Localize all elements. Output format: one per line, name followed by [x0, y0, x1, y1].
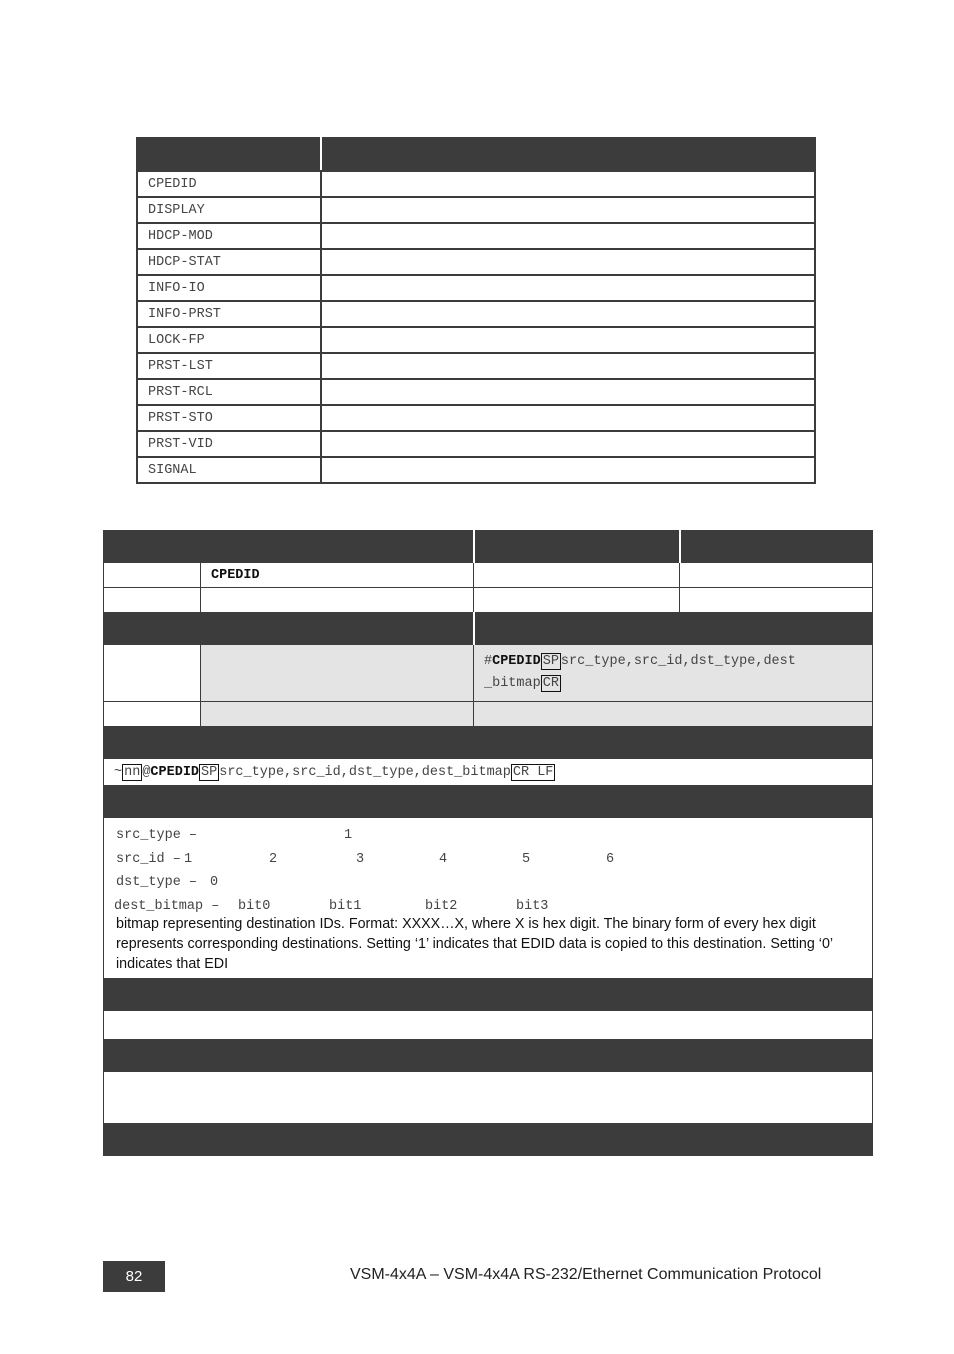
detail-cell — [474, 588, 680, 613]
description-cell — [321, 301, 815, 327]
param-value: 1 — [344, 828, 353, 843]
crlf-token: CR LF — [512, 764, 554, 780]
response-command: CPEDID — [492, 654, 541, 669]
description-cell — [321, 405, 815, 431]
param-value: 2 — [269, 851, 278, 867]
feedback-header — [104, 727, 873, 759]
command-list-header-col1 — [137, 138, 321, 171]
feedback-row — [104, 759, 873, 786]
description-cell — [321, 249, 815, 275]
detail-row-label — [104, 563, 201, 588]
triggers-row — [104, 1011, 873, 1040]
param-src-id — [116, 848, 860, 872]
response-syntax — [474, 645, 873, 702]
param-value: 3 — [356, 851, 365, 867]
table-row — [137, 353, 815, 379]
param-label: dest_bitmap – — [114, 898, 220, 914]
parameters-header-row — [104, 786, 873, 818]
syntax-row-get — [104, 702, 873, 727]
command-cell: INFO-IO — [137, 275, 321, 301]
param-label: src_id – — [116, 851, 181, 867]
table-row — [137, 197, 815, 223]
command-list-table — [136, 137, 816, 484]
detail-row-get — [104, 588, 873, 613]
syntax-cell — [474, 702, 873, 727]
command-cell: HDCP-MOD — [137, 223, 321, 249]
space-token: SP — [542, 654, 559, 669]
param-bit: bit1 — [329, 898, 362, 914]
parameters-block — [104, 818, 873, 979]
parameters-header — [104, 786, 873, 818]
command-cell: INFO-PRST — [137, 301, 321, 327]
description-cell — [321, 353, 815, 379]
param-value: 4 — [439, 851, 448, 867]
description-cell — [321, 223, 815, 249]
detail-header-permission — [474, 531, 680, 563]
command-cell: PRST-LST — [137, 353, 321, 379]
description-cell — [321, 457, 815, 483]
param-bit: bit3 — [516, 898, 549, 914]
syntax-header-row — [104, 613, 873, 645]
table-row — [137, 275, 815, 301]
cr-token: CR — [542, 676, 559, 691]
notes-cell — [104, 1072, 873, 1124]
param-src-type — [116, 824, 860, 848]
command-cell: PRST-VID — [137, 431, 321, 457]
table-row — [137, 249, 815, 275]
detail-header-transparency — [680, 531, 873, 563]
table-row — [137, 223, 815, 249]
notes-header-row — [104, 1040, 873, 1072]
param-value: 1 — [184, 851, 193, 867]
table-row — [137, 431, 815, 457]
description-cell — [321, 379, 815, 405]
command-cell: SIGNAL — [137, 457, 321, 483]
syntax-header-blank — [104, 613, 201, 645]
syntax-row-label — [104, 702, 201, 727]
command-cell: PRST-RCL — [137, 379, 321, 405]
triggers-header-row — [104, 979, 873, 1011]
syntax-header-syntax — [474, 613, 873, 645]
param-label: src_type – — [116, 828, 198, 843]
notes-header — [104, 1040, 873, 1072]
feedback-tilde: ~ — [114, 764, 123, 780]
param-value: 5 — [522, 851, 531, 867]
param-value: 0 — [210, 875, 219, 890]
response-args-cont: _bitmap — [484, 676, 541, 691]
table-row — [137, 301, 815, 327]
description-cell — [321, 197, 815, 223]
feedback-syntax — [104, 759, 873, 786]
document-title: VSM-4x4A – VSM-4x4A RS-232/Ethernet Communication Protocol — [350, 1266, 822, 1283]
triggers-cell — [104, 1011, 873, 1040]
table-row — [137, 379, 815, 405]
description-cell — [321, 327, 815, 353]
command-cell: LOCK-FP — [137, 327, 321, 353]
detail-cell — [680, 563, 873, 588]
param-dst-type — [116, 871, 860, 895]
example-header-row — [104, 1124, 873, 1156]
feedback-args: src_type,src_id,dst_type,dest_bitmap — [219, 764, 511, 780]
table-row — [137, 405, 815, 431]
feedback-at: @ — [142, 764, 151, 780]
param-description: bitmap representing destination IDs. Format: XXXX…X, where X is hex digit. The binary form of every hex digit represents corresponding destinations. Setting ‘1’ indicates that EDID data is copied to this destination. Setting ‘0’ indicates that EDI — [116, 916, 833, 972]
syntax-row-label — [104, 645, 201, 702]
description-cell — [321, 275, 815, 301]
feedback-header-row — [104, 727, 873, 759]
param-bit: bit0 — [238, 898, 271, 914]
param-value: 6 — [606, 851, 615, 867]
command-detail-table — [103, 530, 873, 1156]
detail-header-function — [104, 531, 474, 563]
description-cell — [321, 171, 815, 197]
syntax-header-description — [201, 613, 474, 645]
command-list-header-col2 — [321, 138, 815, 171]
description-cell — [321, 431, 815, 457]
command-list-header — [137, 138, 815, 171]
table-row — [137, 457, 815, 483]
detail-cell — [680, 588, 873, 613]
param-label: dst_type – — [116, 875, 198, 890]
param-bit: bit2 — [425, 898, 458, 914]
syntax-description — [201, 645, 474, 702]
detail-cell — [201, 588, 474, 613]
command-name: CPEDID — [201, 563, 474, 588]
feedback-command: CPEDID — [150, 764, 200, 780]
parameters-row — [104, 818, 873, 979]
table-row — [137, 327, 815, 353]
command-cell: CPEDID — [137, 171, 321, 197]
syntax-row-set — [104, 645, 873, 702]
command-cell: PRST-STO — [137, 405, 321, 431]
response-prefix: # — [484, 654, 493, 669]
notes-row — [104, 1072, 873, 1124]
nn-token: nn — [124, 764, 141, 780]
detail-cell — [474, 563, 680, 588]
param-dest-bitmap — [116, 895, 860, 919]
detail-row-set — [104, 563, 873, 588]
example-header — [104, 1124, 873, 1156]
page-number: 82 — [103, 1261, 165, 1292]
command-cell: DISPLAY — [137, 197, 321, 223]
table-row — [137, 171, 815, 197]
detail-row-label — [104, 588, 201, 613]
response-args: src_type,src_id,dst_type,dest — [560, 654, 796, 669]
command-cell: HDCP-STAT — [137, 249, 321, 275]
triggers-header — [104, 979, 873, 1011]
syntax-description — [201, 702, 474, 727]
space-token: SP — [201, 764, 218, 780]
detail-header-row — [104, 531, 873, 563]
